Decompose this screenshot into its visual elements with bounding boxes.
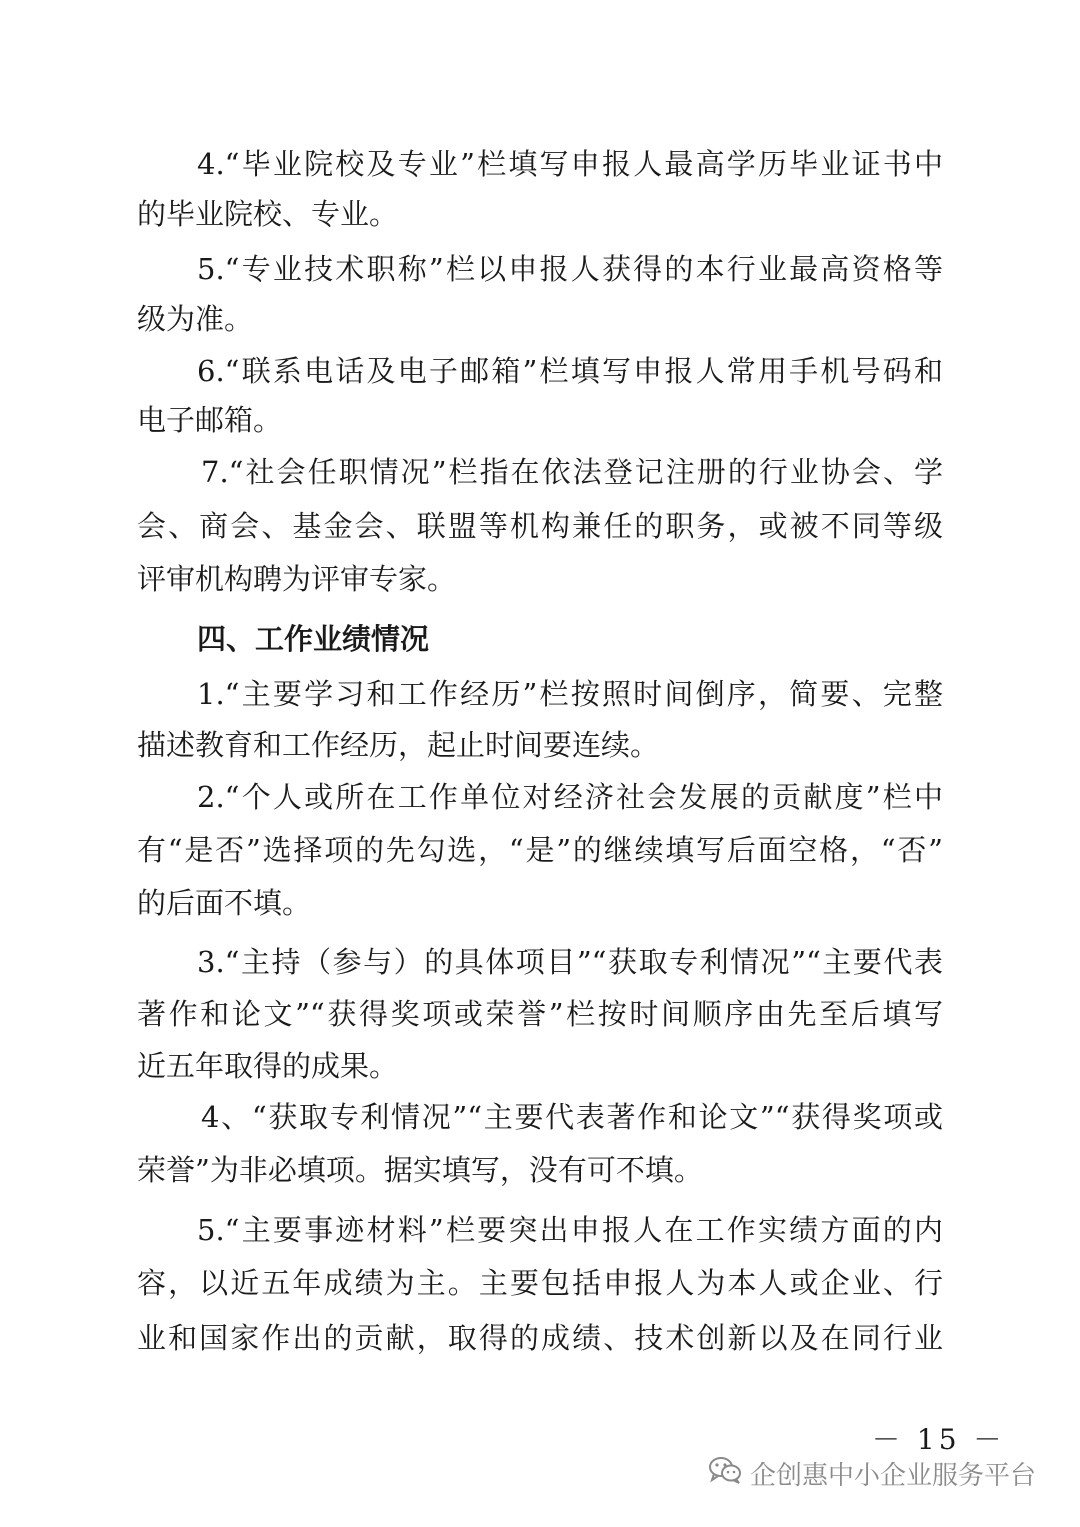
paragraph-7-line-1: 7.“社会任职情况”栏指在依法登记注册的行业协会、学 (201, 455, 943, 489)
section-4-item-1-line-1: 1.“主要学习和工作经历”栏按照时间倒序，简要、完整 (197, 677, 943, 711)
section-4-item-5-line-1: 5.“主要事迹材料”栏要突出申报人在工作实绩方面的内 (197, 1213, 943, 1247)
section-4-item-5-line-3: 业和国家作出的贡献，取得的成绩、技术创新以及在同行业 (137, 1321, 943, 1355)
section-4-item-2-line-3: 的后面不填。 (137, 886, 312, 920)
watermark-text: 企创惠中小企业服务平台 (750, 1461, 1037, 1491)
wechat-icon (708, 1456, 742, 1491)
section-4-item-3-line-2: 著作和论文”“获得奖项或荣誉”栏按时间顺序由先至后填写 (137, 997, 943, 1031)
section-4-item-3-line-3: 近五年取得的成果。 (137, 1049, 399, 1083)
paragraph-5-line-1: 5.“专业技术职称”栏以申报人获得的本行业最高资格等 (197, 252, 943, 286)
section-heading: 四、工作业绩情况 (197, 622, 430, 656)
paragraph-5-line-2: 级为准。 (137, 302, 254, 336)
section-4-item-3-line-1: 3.“主持（参与）的具体项目”“获取专利情况”“主要代表 (197, 945, 943, 979)
page-number: － 15 － (872, 1423, 1006, 1456)
paragraph-4-line-2: 的毕业院校、专业。 (137, 197, 399, 231)
watermark (708, 1455, 1036, 1492)
paragraph-4-line-1: 4.“毕业院校及专业”栏填写申报人最高学历毕业证书中 (197, 147, 943, 181)
section-4-item-5-line-2: 容，以近五年成绩为主。主要包括申报人为本人或企业、行 (137, 1266, 943, 1300)
section-4-item-4-line-1: 4、“获取专利情况”“主要代表著作和论文”“获得奖项或 (201, 1100, 943, 1134)
section-4-item-4-line-2: 荣誉”为非必填项。据实填写，没有可不填。 (137, 1153, 703, 1187)
paragraph-6-line-1: 6.“联系电话及电子邮箱”栏填写申报人常用手机号码和 (197, 354, 943, 388)
section-4-item-2-line-2: 有“是否”选择项的先勾选，“是”的继续填写后面空格，“否” (137, 833, 943, 867)
paragraph-7-line-3: 评审机构聘为评审专家。 (137, 562, 457, 596)
section-4-item-2-line-1: 2.“个人或所在工作单位对经济社会发展的贡献度”栏中 (197, 780, 943, 814)
paragraph-6-line-2: 电子邮箱。 (137, 403, 283, 437)
section-4-item-1-line-2: 描述教育和工作经历，起止时间要连续。 (137, 728, 660, 762)
paragraph-7-line-2: 会、商会、基金会、联盟等机构兼任的职务，或被不同等级 (137, 509, 943, 543)
